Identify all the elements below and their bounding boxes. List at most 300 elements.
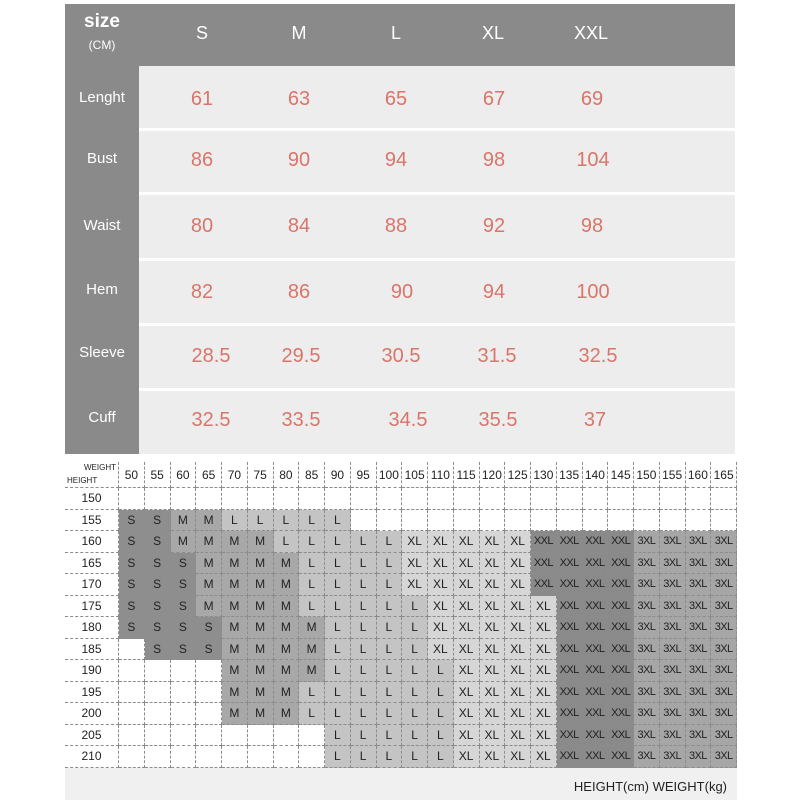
size-cell: 3XL: [634, 660, 660, 682]
size-cell: 3XL: [660, 617, 686, 639]
size-cell: M: [299, 617, 325, 639]
size-cell: [480, 510, 506, 532]
size-cell: M: [171, 531, 197, 553]
size-cell: M: [171, 510, 197, 532]
size-cell: S: [171, 553, 197, 575]
size-cell: XL: [428, 596, 454, 618]
size-cell: XXL: [608, 660, 634, 682]
size-cell: L: [351, 660, 377, 682]
size-cell: XL: [402, 553, 428, 575]
size-cell: 3XL: [711, 682, 737, 704]
row-divider: [139, 323, 735, 326]
size-cell: XL: [454, 660, 480, 682]
weight-header-cell: 50: [119, 462, 145, 488]
row-divider: [139, 128, 735, 131]
value-cell: 86: [287, 281, 311, 303]
size-cell: XL: [480, 725, 506, 747]
value-cell: 98: [482, 149, 506, 171]
size-cell: L: [299, 553, 325, 575]
size-cell: L: [274, 531, 300, 553]
weight-header-cell: 100: [377, 462, 403, 488]
size-cell: M: [299, 660, 325, 682]
size-cell: [171, 725, 197, 747]
weight-header-cell: 150: [634, 462, 660, 488]
size-cell: 3XL: [686, 660, 712, 682]
size-cell: M: [222, 553, 248, 575]
size-cell: XXL: [557, 703, 583, 725]
size-cell: L: [299, 596, 325, 618]
size-cell: XL: [454, 703, 480, 725]
size-cell: XXL: [583, 617, 609, 639]
size-cell: [660, 510, 686, 532]
size-cell: L: [325, 574, 351, 596]
size-cell: L: [377, 725, 403, 747]
size-cell: XL: [505, 574, 531, 596]
size-cell: 3XL: [634, 703, 660, 725]
size-cell: XL: [428, 531, 454, 553]
size-cell: 3XL: [660, 660, 686, 682]
size-cell: L: [377, 746, 403, 768]
weight-header-cell: 140: [583, 462, 609, 488]
size-cell: [428, 488, 454, 510]
size-cell: M: [248, 660, 274, 682]
size-cell: XXL: [583, 553, 609, 575]
size-cell: [351, 510, 377, 532]
size-cell: XXL: [557, 531, 583, 553]
size-cell: L: [274, 510, 300, 532]
weight-header-cell: 115: [454, 462, 480, 488]
size-cell: S: [119, 553, 145, 575]
size-cell: L: [222, 510, 248, 532]
weight-header-cell: 55: [145, 462, 171, 488]
size-cell: [686, 510, 712, 532]
size-cell: XL: [454, 725, 480, 747]
height-label-cell: 150: [65, 488, 119, 510]
size-cell: XL: [531, 725, 557, 747]
size-cell: [454, 510, 480, 532]
size-cell: L: [402, 639, 428, 661]
size-cell: 3XL: [660, 639, 686, 661]
size-cell: L: [377, 703, 403, 725]
size-cell: L: [377, 574, 403, 596]
size-cell: 3XL: [686, 725, 712, 747]
size-cell: [299, 488, 325, 510]
size-cell: [196, 682, 222, 704]
weight-header-cell: 125: [505, 462, 531, 488]
size-cell: XL: [480, 703, 506, 725]
size-cell: XL: [531, 639, 557, 661]
size-cell: [531, 488, 557, 510]
size-cell: [505, 510, 531, 532]
size-cell: L: [325, 553, 351, 575]
size-cell: [196, 746, 222, 768]
size-cell: L: [351, 531, 377, 553]
size-cell: 3XL: [686, 746, 712, 768]
size-cell: 3XL: [660, 682, 686, 704]
size-cell: XL: [428, 574, 454, 596]
size-cell: [608, 488, 634, 510]
size-cell: XXL: [557, 639, 583, 661]
size-cell: XL: [454, 596, 480, 618]
value-cell: 90: [287, 149, 311, 171]
col-header-xxl: XXL: [573, 23, 609, 43]
size-cell: L: [325, 617, 351, 639]
size-cell: 3XL: [660, 725, 686, 747]
weight-header-cell: 75: [248, 462, 274, 488]
size-cell: XL: [480, 639, 506, 661]
size-cell: L: [299, 510, 325, 532]
size-cell: [196, 703, 222, 725]
size-cell: [248, 725, 274, 747]
size-cell: L: [325, 510, 351, 532]
size-cell: XXL: [531, 574, 557, 596]
size-cell: XL: [531, 660, 557, 682]
weight-header-cell: 90: [325, 462, 351, 488]
size-cell: [634, 488, 660, 510]
size-cell: [480, 488, 506, 510]
size-cell: 3XL: [711, 531, 737, 553]
size-cell: [325, 488, 351, 510]
size-cell: M: [248, 703, 274, 725]
size-cell: S: [171, 617, 197, 639]
value-cell: 88: [384, 215, 408, 237]
size-cell: [557, 488, 583, 510]
row-divider: [139, 388, 735, 391]
size-cell: L: [377, 639, 403, 661]
size-cell: L: [325, 703, 351, 725]
size-cell: [196, 725, 222, 747]
size-cell: L: [351, 682, 377, 704]
height-label-cell: 175: [65, 596, 119, 618]
size-cell: M: [196, 574, 222, 596]
size-cell: XL: [505, 725, 531, 747]
size-cell: S: [145, 617, 171, 639]
size-cell: L: [377, 531, 403, 553]
size-cell: XL: [505, 639, 531, 661]
size-cell: [711, 488, 737, 510]
size-cell: [274, 725, 300, 747]
size-cell: L: [402, 660, 428, 682]
size-cell: L: [402, 596, 428, 618]
size-cell: XL: [480, 746, 506, 768]
size-cell: XXL: [531, 531, 557, 553]
value-cell: 98: [580, 215, 604, 237]
size-cell: L: [325, 531, 351, 553]
size-unit: (CM): [88, 38, 116, 52]
size-cell: 3XL: [711, 725, 737, 747]
row-label-waist: Waist: [83, 217, 121, 234]
size-cell: XXL: [557, 682, 583, 704]
size-cell: L: [402, 746, 428, 768]
size-cell: L: [351, 639, 377, 661]
size-cell: 3XL: [686, 639, 712, 661]
size-cell: [299, 746, 325, 768]
weight-header-cell: 155: [660, 462, 686, 488]
size-cell: XXL: [557, 725, 583, 747]
col-header-s: S: [195, 23, 208, 43]
size-cell: [171, 660, 197, 682]
size-cell: L: [402, 617, 428, 639]
size-cell: XL: [480, 660, 506, 682]
size-cell: S: [196, 639, 222, 661]
value-cell: 28.5: [191, 345, 231, 367]
size-cell: [145, 682, 171, 704]
size-cell: XXL: [583, 660, 609, 682]
size-cell: M: [222, 531, 248, 553]
size-cell: [171, 488, 197, 510]
size-cell: [145, 488, 171, 510]
weight-header-cell: 65: [196, 462, 222, 488]
size-cell: [660, 488, 686, 510]
size-cell: XL: [454, 531, 480, 553]
size-cell: 3XL: [634, 553, 660, 575]
size-cell: M: [248, 553, 274, 575]
size-cell: L: [377, 553, 403, 575]
size-cell: M: [248, 682, 274, 704]
size-cell: XXL: [608, 553, 634, 575]
size-cell: M: [248, 639, 274, 661]
value-cell: 92: [482, 215, 506, 237]
size-cell: [145, 703, 171, 725]
size-cell: M: [222, 574, 248, 596]
size-cell: L: [402, 703, 428, 725]
size-cell: [222, 488, 248, 510]
size-cell: XL: [531, 617, 557, 639]
size-cell: [119, 639, 145, 661]
size-cell: XL: [505, 596, 531, 618]
size-cell: M: [222, 639, 248, 661]
size-cell: S: [145, 531, 171, 553]
size-cell: 3XL: [686, 553, 712, 575]
size-cell: [454, 488, 480, 510]
size-cell: M: [196, 596, 222, 618]
value-cell: 84: [287, 215, 311, 237]
size-cell: [119, 682, 145, 704]
size-cell: S: [119, 596, 145, 618]
size-cell: 3XL: [634, 639, 660, 661]
grid-corner: [65, 462, 119, 488]
size-cell: 3XL: [660, 746, 686, 768]
size-cell: M: [274, 703, 300, 725]
size-cell: L: [351, 703, 377, 725]
size-cell: [274, 746, 300, 768]
size-cell: XXL: [557, 660, 583, 682]
height-weight-size-chart: [65, 462, 737, 800]
size-cell: XXL: [583, 574, 609, 596]
value-cell: 32.5: [578, 345, 618, 367]
value-cell: 37: [583, 409, 607, 431]
size-cell: M: [274, 639, 300, 661]
height-label-cell: 160: [65, 531, 119, 553]
height-label-cell: 165: [65, 553, 119, 575]
value-cell: 69: [580, 88, 604, 110]
size-cell: M: [274, 596, 300, 618]
weight-header-cell: 135: [557, 462, 583, 488]
size-cell: 3XL: [711, 617, 737, 639]
size-cell: M: [248, 574, 274, 596]
size-cell: S: [171, 639, 197, 661]
size-cell: XL: [480, 553, 506, 575]
size-cell: L: [351, 596, 377, 618]
size-cell: L: [428, 746, 454, 768]
size-cell: [196, 660, 222, 682]
size-cell: XL: [454, 639, 480, 661]
size-cell: L: [377, 660, 403, 682]
size-cell: XXL: [583, 682, 609, 704]
size-cell: [377, 488, 403, 510]
size-cell: XL: [505, 617, 531, 639]
size-cell: XXL: [583, 725, 609, 747]
row-label-length: Lenght: [79, 89, 125, 106]
size-cell: XXL: [608, 682, 634, 704]
value-cell: 30.5: [381, 345, 421, 367]
size-cell: 3XL: [660, 703, 686, 725]
size-cell: [119, 703, 145, 725]
size-cell: L: [248, 510, 274, 532]
size-cell: XL: [454, 746, 480, 768]
value-cell: 86: [190, 149, 214, 171]
size-cell: S: [119, 617, 145, 639]
size-cell: S: [119, 510, 145, 532]
size-cell: L: [351, 617, 377, 639]
weight-header-cell: 165: [711, 462, 737, 488]
size-cell: M: [248, 617, 274, 639]
value-cell: 31.5: [477, 345, 517, 367]
size-cell: XL: [454, 682, 480, 704]
size-cell: S: [171, 574, 197, 596]
size-cell: XL: [505, 553, 531, 575]
size-cell: [428, 510, 454, 532]
height-label-cell: 170: [65, 574, 119, 596]
size-cell: L: [325, 682, 351, 704]
size-cell: XL: [531, 703, 557, 725]
value-cell: 34.5: [388, 409, 428, 431]
size-cell: [248, 746, 274, 768]
value-cell: 100: [576, 281, 610, 303]
value-cell: 104: [576, 149, 610, 171]
size-cell: XL: [531, 746, 557, 768]
weight-header-cell: 105: [402, 462, 428, 488]
row-divider: [139, 192, 735, 195]
size-cell: L: [402, 725, 428, 747]
row-divider: [139, 258, 735, 261]
value-cell: 80: [190, 215, 214, 237]
size-cell: L: [377, 617, 403, 639]
size-cell: XL: [505, 682, 531, 704]
measurement-table: [65, 4, 735, 454]
height-label-cell: 155: [65, 510, 119, 532]
size-cell: [583, 510, 609, 532]
size-cell: 3XL: [660, 553, 686, 575]
weight-header-cell: 95: [351, 462, 377, 488]
value-cell: 82: [190, 281, 214, 303]
size-cell: M: [248, 531, 274, 553]
size-cell: 3XL: [711, 574, 737, 596]
value-cell: 29.5: [281, 345, 321, 367]
size-cell: XL: [531, 596, 557, 618]
height-label-cell: 195: [65, 682, 119, 704]
size-cell: XL: [454, 553, 480, 575]
size-cell: S: [145, 510, 171, 532]
size-cell: XXL: [608, 725, 634, 747]
size-cell: [145, 725, 171, 747]
size-cell: 3XL: [711, 746, 737, 768]
size-cell: 3XL: [660, 574, 686, 596]
size-cell: L: [325, 596, 351, 618]
value-cell: 94: [384, 149, 408, 171]
size-cell: L: [377, 682, 403, 704]
size-cell: [196, 488, 222, 510]
size-cell: XL: [480, 574, 506, 596]
value-cell: 65: [384, 88, 408, 110]
size-cell: XXL: [557, 617, 583, 639]
size-cell: XL: [505, 746, 531, 768]
size-cell: 3XL: [711, 639, 737, 661]
size-cell: M: [274, 682, 300, 704]
size-cell: [711, 510, 737, 532]
size-cell: L: [325, 639, 351, 661]
size-cell: [171, 703, 197, 725]
size-cell: XL: [428, 553, 454, 575]
size-cell: M: [196, 510, 222, 532]
size-cell: 3XL: [686, 574, 712, 596]
size-cell: L: [299, 682, 325, 704]
size-cell: [248, 488, 274, 510]
size-cell: XL: [480, 531, 506, 553]
size-cell: [119, 746, 145, 768]
size-cell: XXL: [583, 639, 609, 661]
size-cell: [402, 488, 428, 510]
weight-header-cell: 145: [608, 462, 634, 488]
size-title: size: [84, 11, 120, 32]
row-label-bust: Bust: [86, 150, 117, 167]
weight-header-cell: 110: [428, 462, 454, 488]
size-cell: 3XL: [634, 682, 660, 704]
size-cell: 3XL: [660, 596, 686, 618]
value-cell: 94: [482, 281, 506, 303]
size-cell: XXL: [608, 703, 634, 725]
size-cell: [171, 682, 197, 704]
height-label-cell: 205: [65, 725, 119, 747]
size-cell: XXL: [583, 703, 609, 725]
size-cell: 3XL: [634, 531, 660, 553]
size-cell: [299, 725, 325, 747]
size-cell: XXL: [557, 596, 583, 618]
height-label-cell: 180: [65, 617, 119, 639]
size-cell: XL: [402, 574, 428, 596]
size-cell: L: [428, 703, 454, 725]
size-cell: [583, 488, 609, 510]
height-axis-label: HEIGHT: [67, 476, 98, 485]
size-cell: S: [119, 574, 145, 596]
size-cell: XL: [480, 596, 506, 618]
size-cell: XL: [454, 574, 480, 596]
size-cell: L: [351, 725, 377, 747]
height-label-cell: 210: [65, 746, 119, 768]
size-cell: XXL: [608, 531, 634, 553]
size-cell: S: [196, 617, 222, 639]
size-cell: L: [299, 531, 325, 553]
size-cell: M: [299, 639, 325, 661]
size-cell: S: [145, 553, 171, 575]
size-cell: [222, 746, 248, 768]
weight-axis-label: WEIGHT: [84, 463, 116, 472]
size-cell: L: [325, 725, 351, 747]
size-cell: M: [222, 596, 248, 618]
size-cell: L: [325, 746, 351, 768]
size-cell: L: [377, 596, 403, 618]
size-cell: XL: [505, 703, 531, 725]
